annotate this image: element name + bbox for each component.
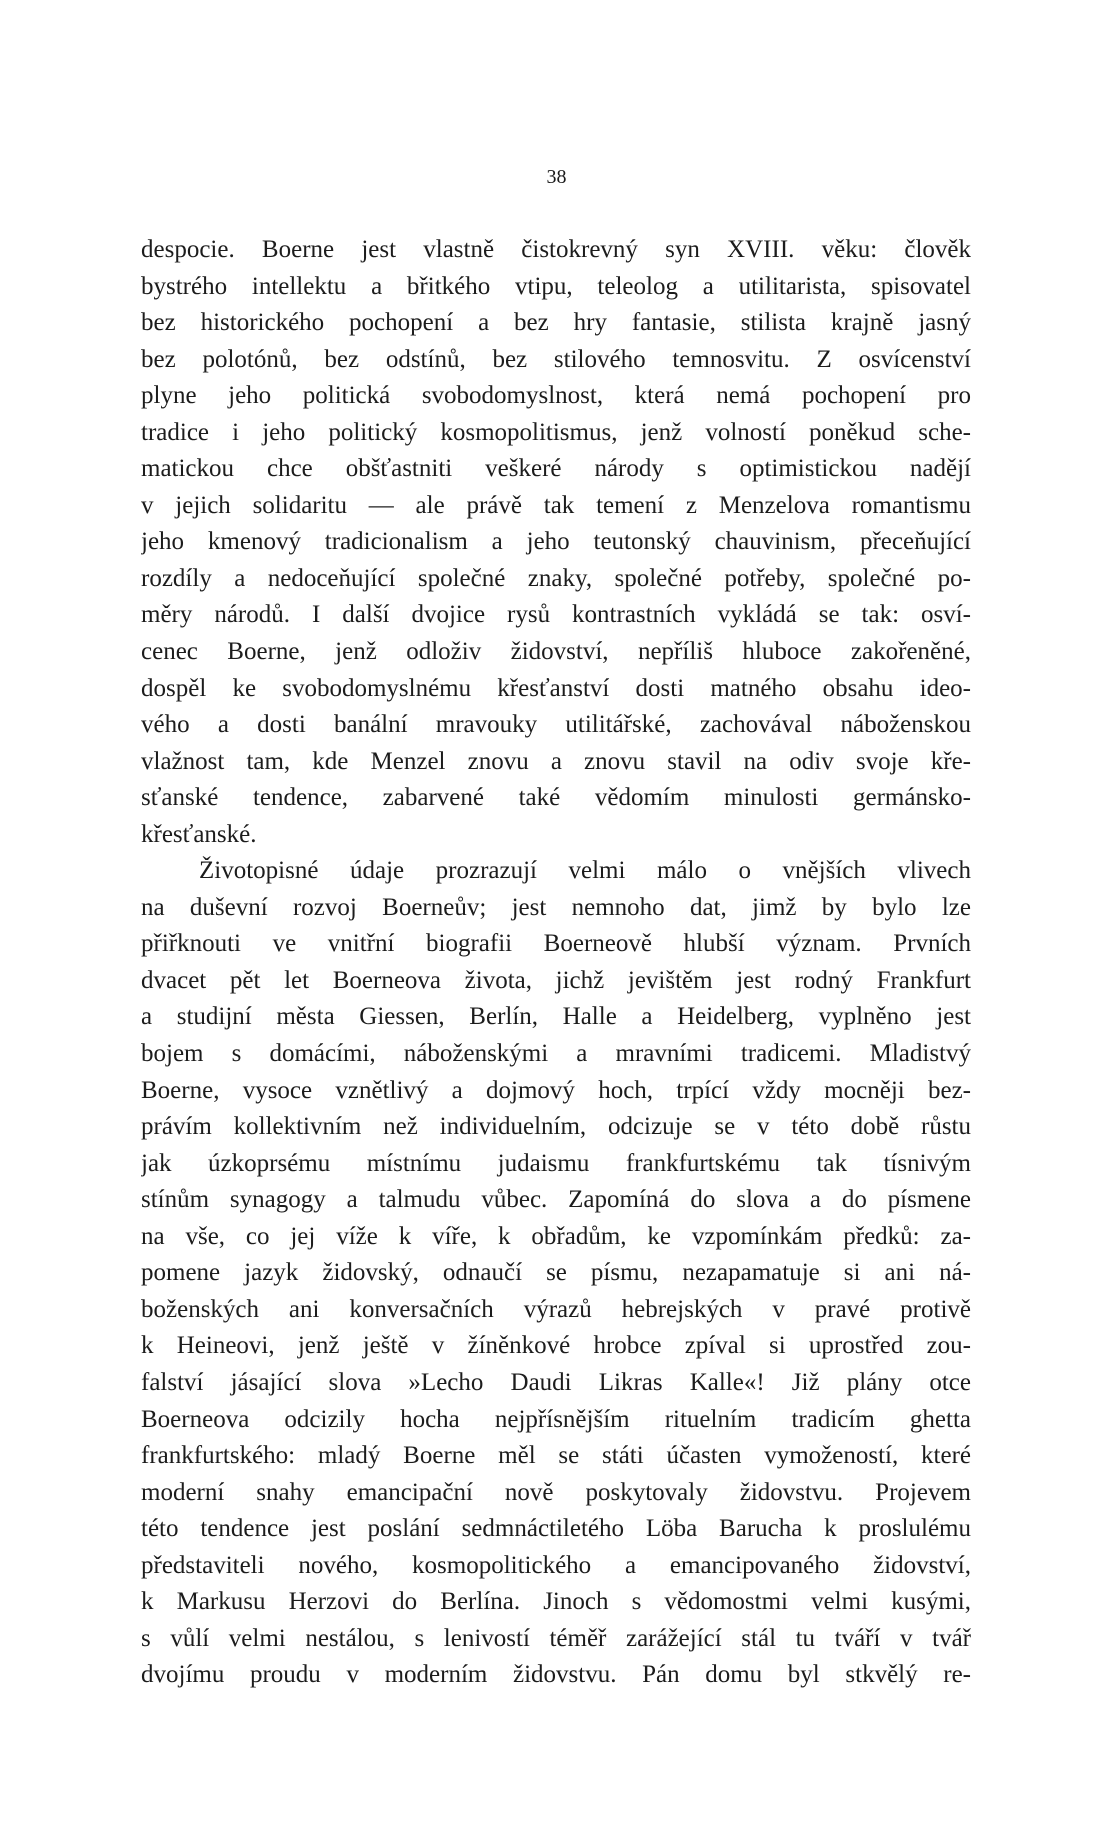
text-line: tradice i jeho politický kosmopolitismus, jenž volností poněkud sche- — [141, 418, 971, 446]
text-line: frankfurtského: mladý Boerne měl se státi účasten vymožeností, které — [141, 1442, 971, 1470]
text-line: s vůlí velmi nestálou, s lenivostí téměř zarážející stál tu tváří v tvář — [141, 1624, 971, 1652]
text-line: jak úzkoprsému místnímu judaismu frankfurtskému tak tísnivým — [141, 1149, 971, 1177]
body-text — [141, 232, 971, 1694]
text-line: stínům synagogy a talmudu vůbec. Zapomíná do slova a do písmene — [141, 1186, 971, 1214]
text-line: dvojímu proudu v moderním židovstvu. Pán domu byl stkvělý re- — [141, 1661, 971, 1689]
text-line: křesťanské. — [141, 820, 257, 848]
text-line: dvacet pět let Boerneova života, jichž jevištěm jest rodný Frankfurt — [141, 966, 971, 994]
text-line: boženských ani konversačních výrazů hebrejských v pravé protivě — [141, 1295, 971, 1323]
text-line: sťanské tendence, zabarvené také vědomím minulosti germánsko- — [141, 784, 971, 812]
text-line: plyne jeho politická svobodomyslnost, která nemá pochopení pro — [141, 382, 971, 410]
text-line: přiřknouti ve vnitřní biografii Boerneově hlubší význam. Prvních — [141, 930, 971, 958]
text-line: na duševní rozvoj Boerneův; jest nemnoho dat, jimž by bylo lze — [141, 893, 971, 921]
text-line: bez polotónů, bez odstínů, bez stilového temnosvitu. Z osvícenství — [141, 345, 971, 373]
text-line: bez historického pochopení a bez hry fantasie, stilista krajně jasný — [141, 309, 971, 337]
text-line: Boerneova odcizily hocha nejpřísnějším rituelním tradicím ghetta — [141, 1405, 971, 1433]
text-line: cenec Boerne, jenž odloživ židovství, nepříliš hluboce zakořeněné, — [141, 638, 971, 666]
text-line: této tendence jest poslání sedmnáctiletého Löba Barucha k proslulému — [141, 1515, 971, 1543]
text-line: rozdíly a nedoceňující společné znaky, společné potřeby, společné po- — [141, 564, 971, 592]
text-line: na vše, co jej víže k víře, k obřadům, ke vzpomínkám předků: za- — [141, 1222, 971, 1250]
text-line: moderní snahy emancipační nově poskytovaly židovstvu. Projevem — [141, 1478, 971, 1506]
text-line: vlažnost tam, kde Menzel znovu a znovu stavil na odiv svoje kře- — [141, 747, 971, 775]
text-line: představiteli nového, kosmopolitického a emancipovaného židovství, — [141, 1551, 971, 1579]
text-line: k Heineovi, jenž ještě v žíněnkové hrobce zpíval si uprostřed zou- — [141, 1332, 971, 1360]
text-line: bystrého intellektu a břitkého vtipu, teleolog a utilitarista, spisovatel — [141, 272, 971, 300]
text-line: falství jásající slova »Lecho Daudi Likras Kalle«! Již plány otce — [141, 1368, 971, 1396]
text-line: jeho kmenový tradicionalism a jeho teutonský chauvinism, přeceňující — [141, 528, 971, 556]
text-line: Boerne, vysoce vznětlivý a dojmový hoch, trpící vždy mocněji bez- — [141, 1076, 971, 1104]
page-number: 38 — [546, 166, 567, 188]
text-line: vého a dosti banální mravouky utilitářské, zachovával náboženskou — [141, 711, 971, 739]
text-line: despocie. Boerne jest vlastně čistokrevný syn XVIII. věku: člověk — [141, 236, 971, 263]
text-line: Životopisné údaje prozrazují velmi málo o vnějších vlivech — [199, 857, 971, 885]
text-line: pomene jazyk židovský, odnaučí se písmu, nezapamatuje si ani ná- — [141, 1259, 971, 1287]
text-line: k Markusu Herzovi do Berlína. Jinoch s vědomostmi velmi kusými, — [141, 1588, 971, 1616]
text-line: bojem s domácími, náboženskými a mravními tradicemi. Mladistvý — [141, 1040, 971, 1068]
text-line: a studijní města Giessen, Berlín, Halle a Heidelberg, vyplněno jest — [141, 1003, 971, 1031]
text-line: v jejich solidaritu — ale právě tak temení z Menzelova romantismu — [141, 491, 971, 519]
text-line: matickou chce obšťastniti veškeré národy s optimistickou nadějí — [141, 455, 971, 483]
text-line: dospěl ke svobodomyslnému křesťanství dosti matného obsahu ideo- — [141, 674, 971, 702]
text-line: právím kollektivním než individuelním, odcizuje se v této době růstu — [141, 1113, 971, 1141]
text-line: měry národů. I další dvojice rysů kontrastních vykládá se tak: osví- — [141, 601, 971, 629]
